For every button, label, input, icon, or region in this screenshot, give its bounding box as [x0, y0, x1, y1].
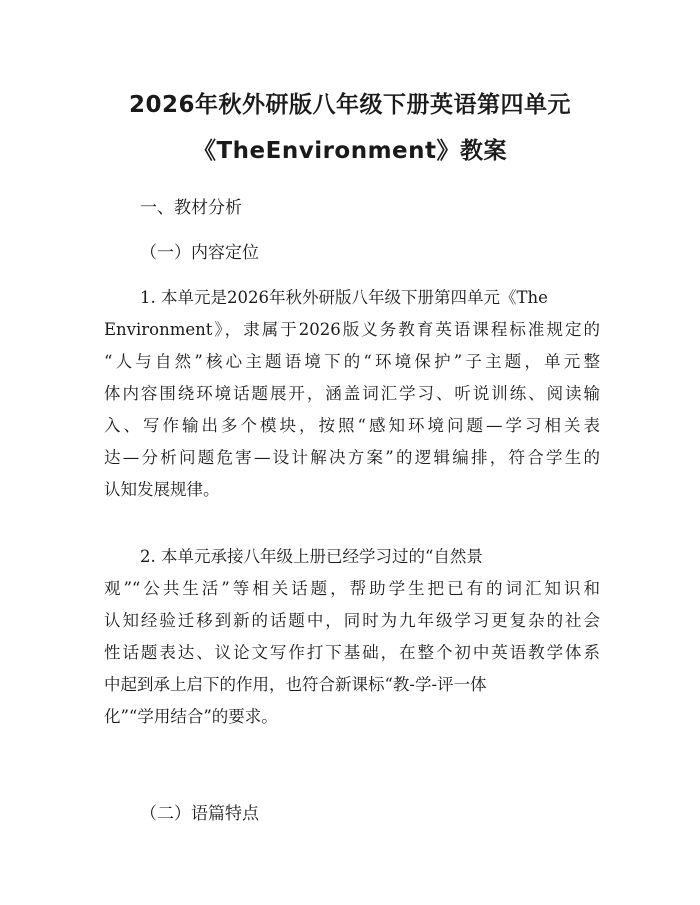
paragraph-line: 中起到承上启下的作用，也符合新课标“教-学-评一体: [104, 675, 487, 694]
paragraph-line: 认知经验迁移到新的话题中，同时为九年级学习更复杂的社会: [104, 611, 600, 630]
paragraph-line: 认知发展规律。: [104, 480, 220, 499]
document-title-line-1: 2026年秋外研版八年级下册英语第四单元: [128, 92, 571, 118]
paragraph-line: 性话题表达、议论文写作打下基础，在整个初中英语教学体系: [104, 643, 600, 662]
paragraph-line: 2. 本单元承接八年级上册已经学习过的“自然景: [140, 547, 483, 566]
document-title-line-2: 《TheEnvironment》教案: [192, 138, 508, 164]
paragraph-line: 体内容围绕环境话题展开，涵盖词汇学习、听说训练、阅读输: [104, 384, 600, 403]
paragraph-line: 1. 本单元是2026年秋外研版八年级下册第四单元《The: [140, 288, 548, 307]
paragraph-line: “人与自然”核心主题语境下的“环境保护”子主题，单元整: [104, 352, 600, 371]
paragraph-line: 入、写作输出多个模块，按照“感知环境问题—学习相关表: [104, 416, 600, 435]
paragraph-line: 化”“学用结合”的要求。: [104, 707, 278, 726]
subsection-heading-discourse-features: （二）语篇特点: [140, 804, 259, 824]
paragraph-line: 达—分析问题危害—设计解决方案”的逻辑编排，符合学生的: [104, 448, 600, 467]
paragraph-line: 观”“公共生活”等相关话题，帮助学生把已有的词汇知识和: [104, 579, 600, 598]
paragraph-content-positioning-2: [104, 541, 600, 733]
paragraph-line: Environment》，隶属于2026版义务教育英语课程标准规定的: [104, 320, 600, 339]
section-heading-textbook-analysis: 一、教材分析: [140, 198, 242, 218]
paragraph-content-positioning-1: [104, 282, 600, 506]
subsection-heading-content-positioning: （一）内容定位: [140, 243, 259, 263]
